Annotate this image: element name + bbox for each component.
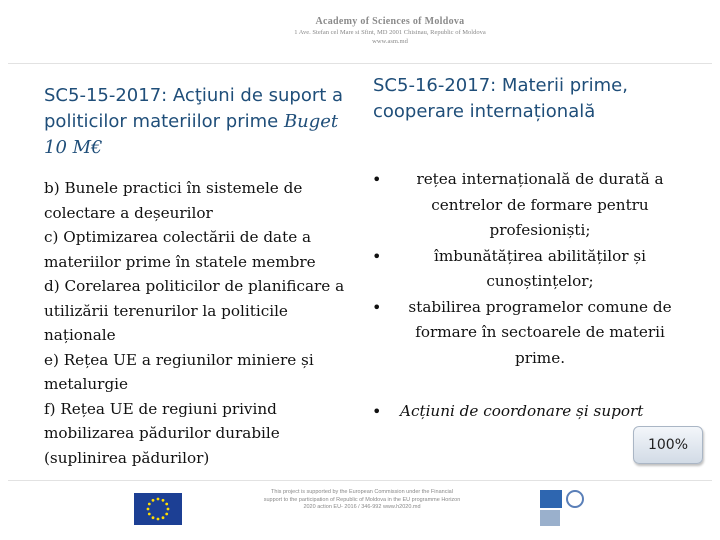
institution-address: 1 Ave. Stefan cel Mare si Sfint, MD 2001 Chisinau, Republic of Moldova (294, 29, 486, 36)
partner-logo-icon (540, 490, 562, 508)
right-bullet-list (370, 167, 680, 425)
institution-name: Academy of Sciences of Moldova (315, 16, 465, 27)
eu-flag-icon (134, 493, 182, 525)
bullet-text: rețea internațională de durată a centrelor de formare pentru profesioniști; (416, 170, 664, 239)
header-text (270, 16, 510, 46)
page-header (0, 0, 720, 58)
left-heading-budget: Buget 10 M€ (44, 111, 339, 158)
list-item: b) Bunele practici în sistemele de colectare a deșeurilor (44, 179, 303, 222)
partner-seal-icon (566, 490, 584, 508)
institution-website: www.asm.md (372, 38, 408, 45)
header-divider (8, 63, 712, 64)
bullet-text: îmbunătățirea abilităților și cunoștințelor; (433, 246, 647, 290)
bullet-item (370, 167, 680, 244)
list-item: e) Rețea UE a regiunilor miniere și metalurgie (44, 350, 314, 393)
left-heading-title: SC5-15-2017: Acţiuni de suport a politicilor materiilor prime (44, 85, 344, 132)
list-item: c) Optimizarea colectării de date a materiilor prime în statele membre (44, 228, 316, 271)
partner-logo-icon (540, 510, 560, 526)
bullet-text: stabilirea programelor comune de formare în sectoarele de materii prime. (408, 297, 672, 367)
right-heading: SC5-16-2017: Materii prime, cooperare internațională (373, 75, 628, 122)
bullet-item (370, 295, 680, 372)
bullet-icon: • (372, 246, 382, 266)
footer-text: This project is supported by the European Commission under the Financial support to the participation of Republic of Moldova in the EU programme Horizon 2020 action EU- 2016 / 346-992 www.h2020.md (263, 489, 461, 510)
list-item: d) Corelarea politicilor de planificare a utilizării terenurilor la politicile naționale (44, 277, 345, 344)
bullet-item (370, 244, 680, 295)
bullet-item (370, 399, 680, 425)
list-item: f) Rețea UE de regiuni privind mobilizarea pădurilor durabile (suplinirea pădurilor) (44, 399, 280, 467)
left-item-list (44, 176, 354, 470)
bullet-icon: • (372, 170, 382, 189)
bullet-icon: • (372, 297, 382, 317)
left-heading (44, 83, 344, 161)
zoom-badge[interactable]: 100% (633, 426, 703, 464)
bullet-text: Acțiuni de coordonare și suport (400, 402, 644, 420)
bullet-icon: • (372, 402, 382, 421)
